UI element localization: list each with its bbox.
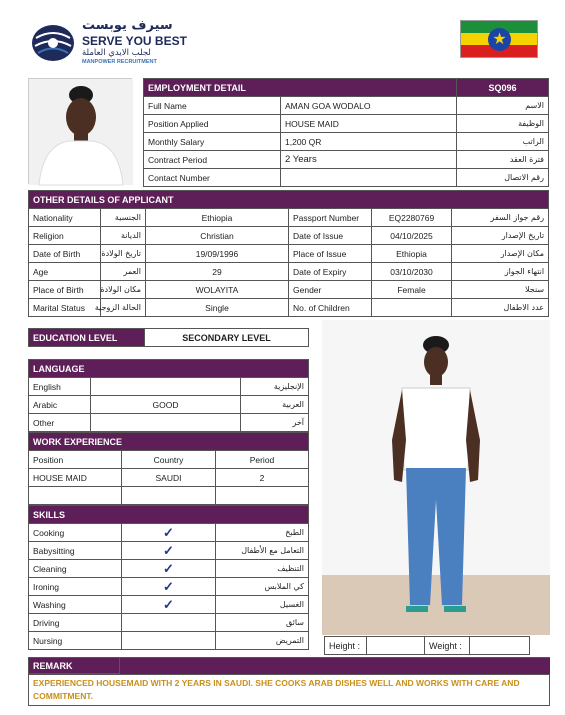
employment-row [144,151,549,169]
column-header-period: Period [216,451,309,469]
height-value [367,637,425,655]
work-country: SAUDI [122,469,216,487]
detail-label-arabic: مكان الإصدار [452,245,549,263]
other-details-row [29,299,549,317]
work-experience-row [29,469,309,487]
language-label-arabic: الإنجليزية [241,378,309,396]
detail-label-arabic: رقم جواز السفر [452,209,549,227]
work-experience-row [29,487,309,505]
employment-label-arabic: فترة العقد [457,151,549,169]
detail-label: Age [29,263,101,281]
skill-label: Driving [29,614,122,632]
detail-label: Place of Issue [289,245,372,263]
checkmark-icon: ✓ [122,578,216,596]
skill-label-arabic: الغسيل [216,596,309,614]
language-label-arabic: العربية [241,396,309,414]
employment-row [144,115,549,133]
measurements-table [324,636,530,655]
company-logo [30,18,200,68]
column-header-country: Country [122,451,216,469]
education-level-table [28,328,309,347]
detail-label-arabic: انتهاء الجواز [452,263,549,281]
language-label: Other [29,414,91,432]
work-experience-header: WORK EXPERIENCE [29,433,309,451]
detail-value: Christian [146,227,289,245]
detail-value: EQ2280769 [372,209,452,227]
employment-label: Full Name [144,97,281,115]
employment-label: Contract Period [144,151,281,169]
detail-label-arabic: سنجلا [452,281,549,299]
checkmark-icon: ✓ [122,596,216,614]
work-position: HOUSE MAID [29,469,122,487]
skill-label: Nursing [29,632,122,650]
employment-value: HOUSE MAID [281,115,457,133]
detail-label-arabic: عدد الاطفال [452,299,549,317]
education-level-value: SECONDARY LEVEL [145,329,309,347]
detail-value: WOLAYITA [146,281,289,299]
language-level [91,378,241,396]
skills-header: SKILLS [29,506,309,524]
detail-label: Date of Issue [289,227,372,245]
detail-value: Female [372,281,452,299]
employment-label-arabic: الوظيفة [457,115,549,133]
skill-row [29,596,309,614]
weight-label: Weight : [425,637,470,655]
work-period: 2 [216,469,309,487]
detail-value: Ethiopia [146,209,289,227]
detail-value: 03/10/2030 [372,263,452,281]
detail-value: Ethiopia [372,245,452,263]
detail-label: Passport Number [289,209,372,227]
other-details-row [29,227,549,245]
employment-detail-table [143,78,549,187]
skill-label-arabic: الطبخ [216,524,309,542]
ethiopia-flag-icon [460,20,538,58]
other-details-table [28,190,549,317]
applicant-code: SQ096 [457,79,549,97]
skill-label: Ironing [29,578,122,596]
detail-value [372,299,452,317]
skill-label-arabic: التنظيف [216,560,309,578]
applicant-full-body-photo [322,320,550,655]
other-details-row [29,263,549,281]
employment-row [144,97,549,115]
checkmark-icon: ✓ [122,542,216,560]
employment-label-arabic: رقم الاتصال [457,169,549,187]
other-details-header: OTHER DETAILS OF APPLICANT [29,191,549,209]
detail-value: 04/10/2025 [372,227,452,245]
skill-label-arabic: التعامل مع الأطفال [216,542,309,560]
detail-label: No. of Children [289,299,372,317]
column-header-position: Position [29,451,122,469]
employment-label: Monthly Salary [144,133,281,151]
language-level [91,414,241,432]
checkmark-icon: ✓ [122,560,216,578]
detail-label-arabic: تاريخ الولادة [101,245,146,263]
employment-row [144,133,549,151]
skill-label: Babysitting [29,542,122,560]
detail-label-arabic: مكان الولادة [101,281,146,299]
detail-label: Place of Birth [29,281,101,299]
skill-label-arabic: سائق [216,614,309,632]
detail-label: Gender [289,281,372,299]
detail-label-arabic: تاريخ الإصدار [452,227,549,245]
detail-label: Date of Expiry [289,263,372,281]
logo-arabic-name: سيرف يوبست [82,18,173,33]
skill-row [29,560,309,578]
work-country [122,487,216,505]
work-experience-columns [29,451,309,469]
employment-label-arabic: الاسم [457,97,549,115]
detail-value: 29 [146,263,289,281]
skill-label: Washing [29,596,122,614]
detail-label-arabic: العمر [101,263,146,281]
employment-value: 2 Years [281,151,457,169]
skill-row [29,542,309,560]
employment-detail-header: EMPLOYMENT DETAIL [144,79,457,97]
skill-row [29,524,309,542]
detail-label: Date of Birth [29,245,101,263]
detail-value: Single [146,299,289,317]
skill-row [29,578,309,596]
work-experience-table [28,432,309,505]
language-row [29,396,309,414]
other-details-row [29,281,549,299]
language-header: LANGUAGE [29,360,309,378]
detail-label: Marital Status [29,299,101,317]
logo-arabic-subtitle: لجلب الايدي العاملة [82,48,151,58]
logo-english-name: SERVE YOU BEST [82,34,187,48]
skill-row [29,632,309,650]
skill-label: Cleaning [29,560,122,578]
language-label: Arabic [29,396,91,414]
weight-value [470,637,530,655]
detail-label-arabic: الجنسية [101,209,146,227]
checkmark-icon: ✓ [122,524,216,542]
other-details-row [29,245,549,263]
language-row [29,414,309,432]
employment-value: AMAN GOA WODALO [281,97,457,115]
remark-text: EXPERIENCED HOUSEMAID WITH 2 YEARS IN SAUDI. SHE COOKS ARAB DISHES WELL AND WORKS WITH CARE AND COMMITMENT. [28,674,550,706]
language-row [29,378,309,396]
detail-label-arabic: الديانة [101,227,146,245]
work-period [216,487,309,505]
height-label: Height : [325,637,367,655]
language-label: English [29,378,91,396]
star-emblem-icon: ★ [488,28,511,51]
skills-table [28,505,309,650]
logo-subtitle: MANPOWER RECRUITMENT [82,59,157,65]
detail-label: Religion [29,227,101,245]
globe-logo-icon [30,22,76,64]
applicant-portrait-photo [28,78,132,184]
employment-label: Position Applied [144,115,281,133]
skill-label-arabic: كي الملابس [216,578,309,596]
detail-label: Nationality [29,209,101,227]
remark-header: REMARK [28,657,120,674]
employment-label: Contact Number [144,169,281,187]
remark-header-bar [120,657,550,674]
employment-row [144,169,549,187]
other-details-row [29,209,549,227]
language-level: GOOD [91,396,241,414]
language-table [28,359,309,432]
detail-label-arabic: الحالة الزوجية [101,299,146,317]
employment-value: 1,200 QR [281,133,457,151]
skill-label-arabic: التمريض [216,632,309,650]
language-label-arabic: آخر [241,414,309,432]
employment-value [281,169,457,187]
detail-value: 19/09/1996 [146,245,289,263]
skill-check-cell [122,614,216,632]
skill-check-cell [122,632,216,650]
education-level-label: EDUCATION LEVEL [29,329,145,347]
skill-row [29,614,309,632]
employment-label-arabic: الراتب [457,133,549,151]
skill-label: Cooking [29,524,122,542]
work-position [29,487,122,505]
